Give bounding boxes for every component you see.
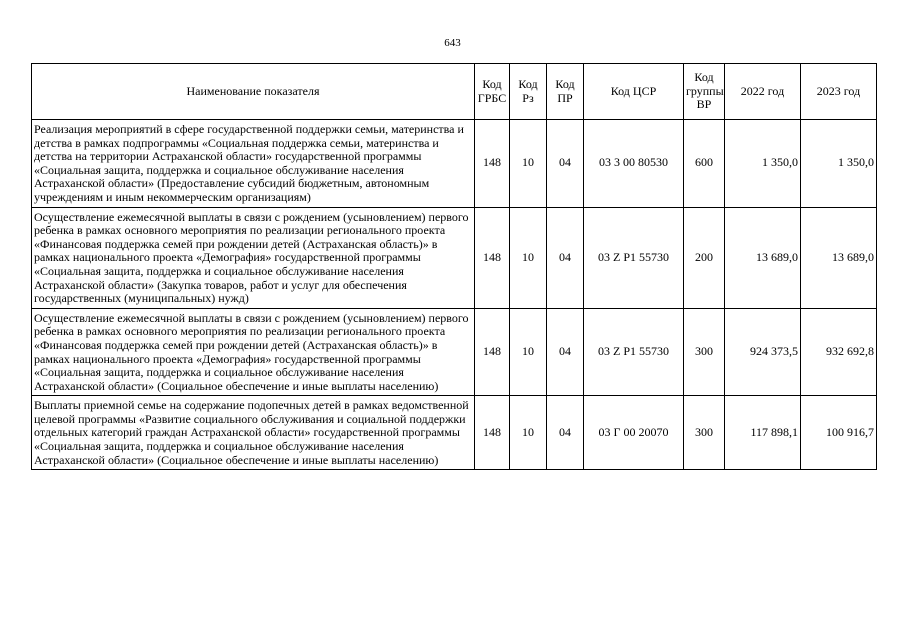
row-csr: 03 3 00 80530	[584, 120, 684, 208]
table-row	[32, 308, 877, 396]
row-2023: 13 689,0	[801, 207, 877, 308]
row-vr: 300	[684, 396, 725, 470]
row-csr: 03 Z P1 55730	[584, 207, 684, 308]
row-csr: 03 Z P1 55730	[584, 308, 684, 396]
row-grbs: 148	[475, 120, 510, 208]
row-name: Осуществление ежемесячной выплаты в связи с рождением (усыновлением) первого ребенка в рамках основного мероприятия по реализации регионального проекта «Финансовая поддержка семей при рождении детей (Астраханская область)» в рамках национального проекта «Демография» государственной программы «Социальная защита, поддержка и социальное обслуживание населения Астраханской области» (Закупка товаров, работ и услуг для обеспечения государственных (муниципальных) нужд)	[32, 207, 475, 308]
row-2022: 1 350,0	[725, 120, 801, 208]
row-pr: 04	[547, 308, 584, 396]
row-2023: 932 692,8	[801, 308, 877, 396]
row-pr: 04	[547, 207, 584, 308]
row-pr: 04	[547, 396, 584, 470]
row-name: Реализация мероприятий в сфере государственной поддержки семьи, материнства и детства в рамках подпрограммы «Социальная поддержка семьи, материнства и детства на территории Астраханской области» государственной программы «Социальная защита, поддержка и социальное обслуживание населения Астраханской области» (Предоставление субсидий бюджетным, автономным учреждениям и иным некоммерческим организациям)	[32, 120, 475, 208]
row-name: Выплаты приемной семье на содержание подопечных детей в рамках ведомственной целевой программы «Развитие социального обслуживания и социальной поддержки отдельных категорий граждан Астраханской области» государственной программы «Социальная защита, поддержка и социальное обслуживание населения Астраханской области» (Социальное обеспечение и иные выплаты населению)	[32, 396, 475, 470]
row-vr: 300	[684, 308, 725, 396]
header-2023: 2023 год	[801, 64, 877, 120]
row-2023: 1 350,0	[801, 120, 877, 208]
row-vr: 600	[684, 120, 725, 208]
header-2022: 2022 год	[725, 64, 801, 120]
table-row	[32, 207, 877, 308]
table-row	[32, 120, 877, 208]
row-rz: 10	[510, 308, 547, 396]
row-grbs: 148	[475, 396, 510, 470]
row-2023: 100 916,7	[801, 396, 877, 470]
table-row	[32, 396, 877, 470]
row-2022: 117 898,1	[725, 396, 801, 470]
header-rz: Код Рз	[510, 64, 547, 120]
table-header-row	[32, 64, 877, 120]
header-pr: Код ПР	[547, 64, 584, 120]
header-csr: Код ЦСР	[584, 64, 684, 120]
row-2022: 924 373,5	[725, 308, 801, 396]
row-rz: 10	[510, 120, 547, 208]
row-rz: 10	[510, 207, 547, 308]
row-2022: 13 689,0	[725, 207, 801, 308]
row-grbs: 148	[475, 207, 510, 308]
header-grbs: Код ГРБС	[475, 64, 510, 120]
row-grbs: 148	[475, 308, 510, 396]
header-name: Наименование показателя	[32, 64, 475, 120]
budget-table	[31, 63, 877, 470]
row-vr: 200	[684, 207, 725, 308]
row-csr: 03 Г 00 20070	[584, 396, 684, 470]
row-rz: 10	[510, 396, 547, 470]
page-number: 643	[444, 37, 461, 49]
header-vr: Код группы ВР	[684, 64, 725, 120]
row-name: Осуществление ежемесячной выплаты в связи с рождением (усыновлением) первого ребенка в рамках основного мероприятия по реализации регионального проекта «Финансовая поддержка семей при рождении детей (Астраханская область)» в рамках национального проекта «Демография» государственной программы «Социальная защита, поддержка и социальное обслуживание населения Астраханской области» (Социальное обеспечение и иные выплаты населению)	[32, 308, 475, 396]
row-pr: 04	[547, 120, 584, 208]
